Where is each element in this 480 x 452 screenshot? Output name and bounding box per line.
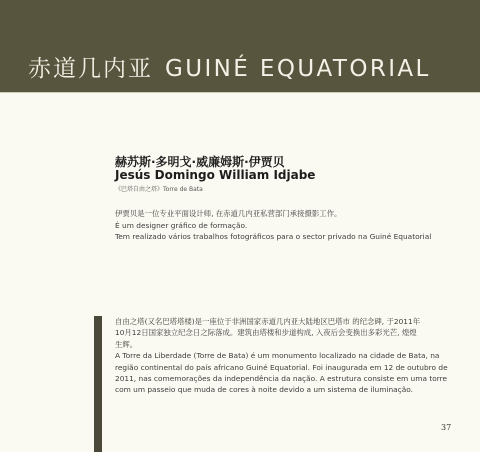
page-title — [28, 58, 431, 81]
description-line: região continental do país africano Guiné Equatorial. Foi inaugurada em 12 de outubro de — [115, 362, 448, 372]
accent-bar — [94, 316, 102, 452]
header-divider — [0, 92, 480, 93]
page-number: 37 — [441, 423, 452, 432]
bio-line: Tem realizado vários trabalhos fotográficos para o sector privado na Guiné Equatorial — [115, 232, 432, 241]
page-title-fr: GUINÉ EQUATORIAL — [165, 56, 431, 82]
bio-line: 伊贾贝是一位专业平面设计师, 在赤道几内亚私营部门承接摄影工作。 — [115, 209, 342, 218]
header-band — [0, 0, 480, 92]
description-line: 10月12日国家独立纪念日之际落成。建筑由塔楼和步道构成, 入夜后会变换出多彩光芒, 煌煌 — [115, 328, 417, 338]
author-bio — [115, 208, 455, 243]
bio-line: É um designer gráfico de formação. — [115, 220, 248, 230]
author-name-cn: 赫苏斯·多明戈·威廉姆斯·伊贾贝 — [115, 155, 285, 169]
description-line: com um passeio que muda de cores à noite devido a um sistema de iluminação. — [115, 385, 414, 395]
monument-description — [115, 316, 460, 396]
description-line: 2011, nas comemorações da independência da nação. A estrutura consiste em uma torre — [115, 374, 448, 384]
description-line: 生辉。 — [115, 339, 138, 349]
work-caption: 《巴塔自由之塔》Torre de Bata — [115, 186, 203, 193]
description-line: A Torre da Liberdade (Torre de Bata) é um monumento localizado na cidade de Bata, na — [115, 351, 440, 361]
page-title-cn: 赤道几内亚 — [28, 56, 153, 82]
description-line: 自由之塔(又名巴塔塔楼)是一座位于非洲国家赤道几内亚大陆地区巴塔市 的纪念碑, 于2011年 — [115, 317, 421, 326]
author-name-pt: Jesús Domingo William Idjabe — [115, 168, 316, 182]
